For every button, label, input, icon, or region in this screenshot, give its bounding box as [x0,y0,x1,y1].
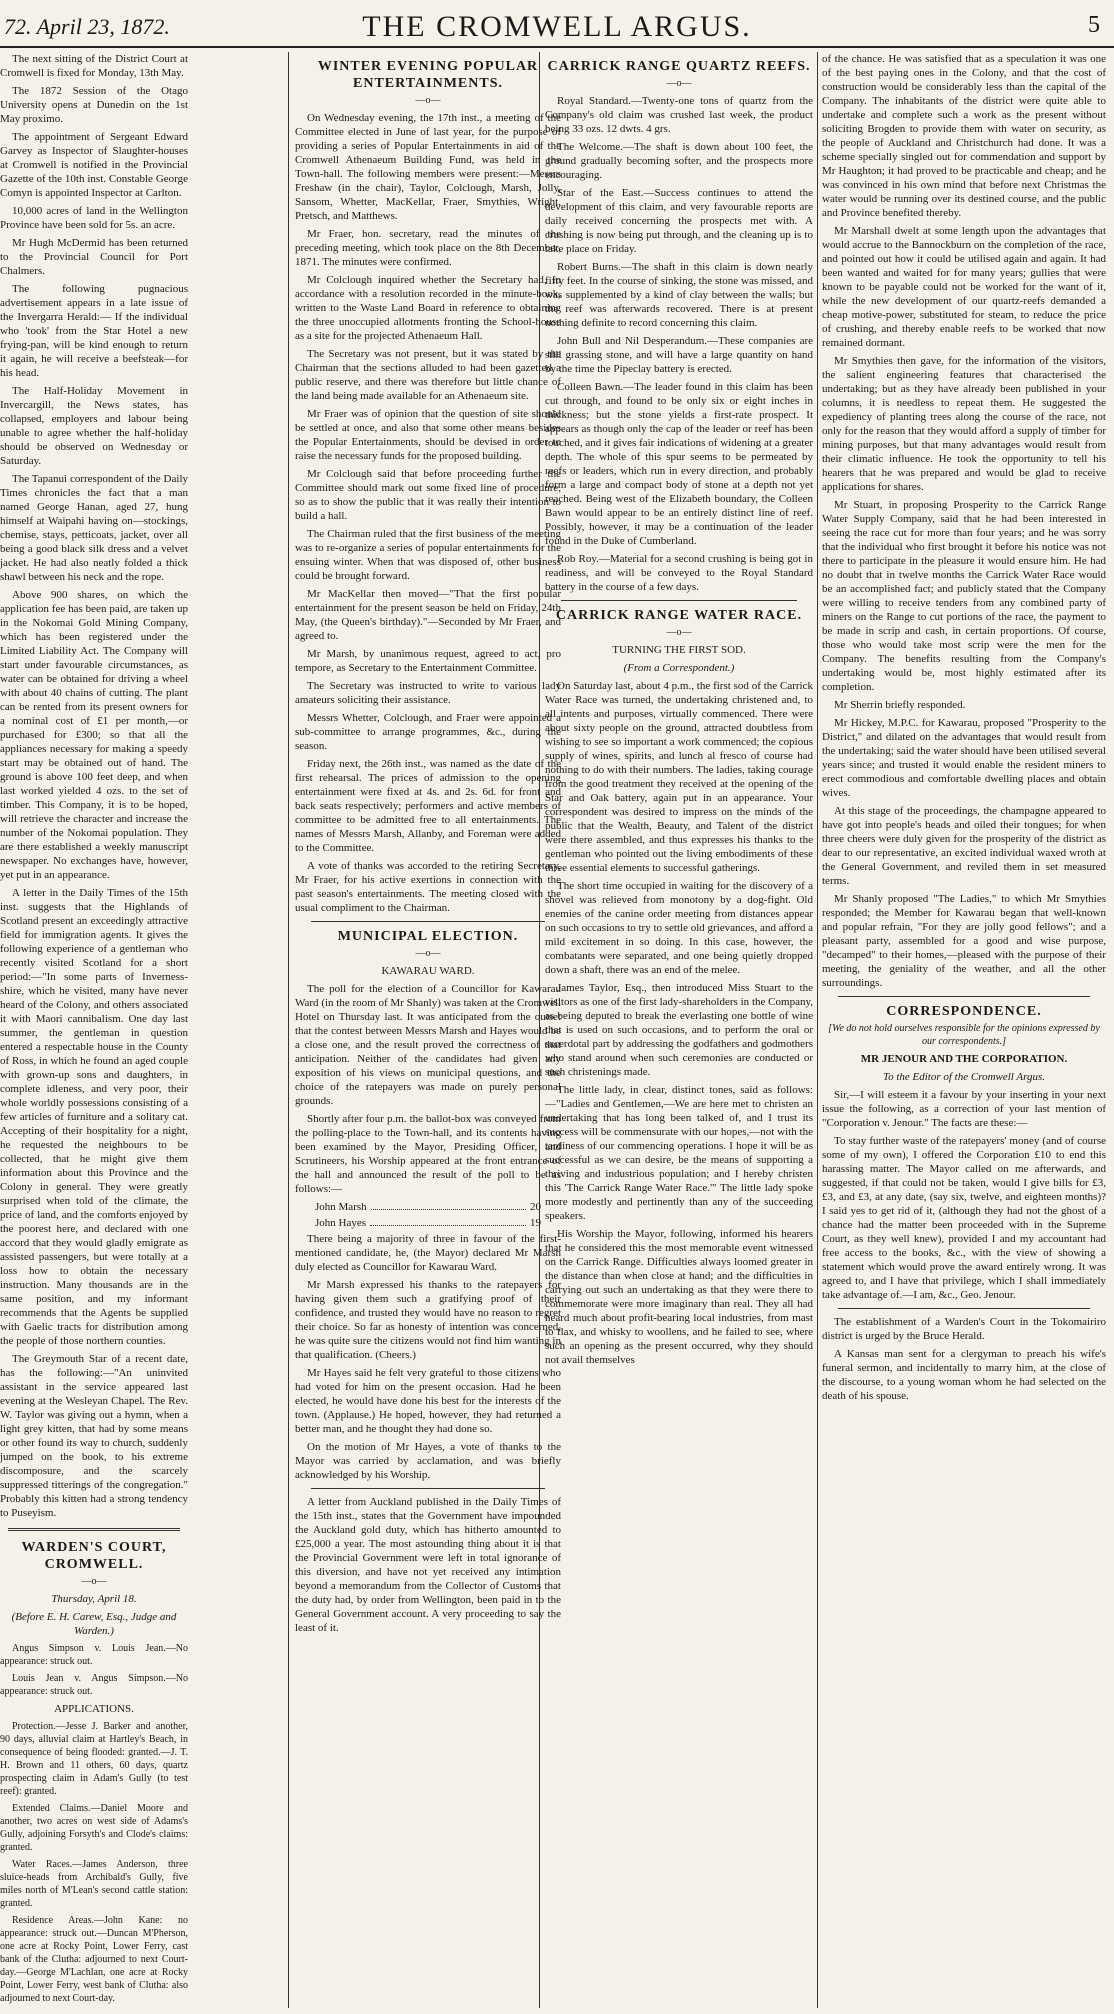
leader-dots [370,1216,526,1226]
news-paragraph: Mr Hickey, M.P.C. for Kawarau, proposed "Prosperity to the District," and dilated on the advantages that would result from the undertaking; said the water should have been utilised several years since; and trusted it would enable the resident miners to erect commodious and comfortable dwelling places and obtain wives. [822,717,1106,799]
news-paragraph: A Kansas man sent for a clergyman to preach his wife's funeral sermon, and incidentally to marry him, at the close of the discourse, to a young woman whom he had selected on the death of his spouse. [822,1348,1106,1402]
news-paragraph: The next sitting of the District Court at Cromwell is fixed for Monday, 13th May. [0,53,188,79]
ornament: —o— [666,78,692,89]
news-paragraph: Mr Fraer, hon. secretary, read the minutes of the preceding meeting, which took place on the 8th December, 1871. The minutes were confirmed. [295,228,561,268]
column-1 [0,52,188,2008]
news-paragraph: The establishment of a Warden's Court in the Tokomairiro district is urged by the Bruce Herald. [822,1316,1106,1342]
news-paragraph: The Chairman ruled that the first business of the meeting was to re-organize a series of popular entertainments for the ensuing winter. When that was disposed of, other business could be brought forward. [295,528,561,582]
section-divider [838,1308,1090,1309]
news-paragraph: The Tapanui correspondent of the Daily Times chronicles the fact that a man named George Hanan, aged 27, hung himself at Waipahi having on—stockings, chemise, stays, petticoats, jacket, over all being a good black silk dress and a velvet jacket. He had also neatly folded a thick shawl between his neck and the rope. [0,473,188,583]
news-paragraph: Mr Colclough inquired whether the Secretary had, in accordance with a resolution recorded in the minute-book, written to the Waste Land Board in reference to obtaining the three unoccupied allotments fronting the School-house as a site for the projected Athenaeum Hall. [295,274,561,342]
news-paragraph: The Half-Holiday Movement in Invercargill, the News states, has collapsed, employers and labour being unable to agree whether the half-holiday should be observed on Wednesday or Saturday. [0,385,188,467]
news-paragraph: On Saturday last, about 4 p.m., the first sod of the Carrick Water Race was turned, the undertaking christened and, to all intents and purposes, virtually commenced. There were about sixty people on the ground, attracted doubtless from wishing to see so important a work commenced; the copious supply of wines, spirits, and lunch al fresco of course had nothing to do with their numbers. The ladies, taking courage from the good treatment they received at the opening of the Star and Oak battery, again put in an appearance. Your correspondent was desired to impress on the minds of the public that the Wealth, Beauty, and Talent of the district were there assembled, and thus expresses his thanks to the gentleman who pointed out the living embodiments of these three essential elements to successful gatherings. [545,680,813,874]
news-paragraph: A letter from Auckland published in the Daily Times of the 15th inst., states that the Government have impounded the Auckland gold duty, which has hitherto amounted to £25,000 a year. The most astounding thing about it is that the Provincial Government were left in total ignorance of this diversion, and have not yet received any intimation beyond a memorandum from the Collector of Customs that the duty had, by order from Wellington, been paid in to the General Government account. A very proceeding to say the least of it. [295,1496,561,1634]
letter-paragraph: To stay further waste of the ratepayers' money (and of course some of my own), I offered the Corporation £10 to end this harassing matter. The Mayor called on me afterwards, and suggested, if that could not be taken, would I give bills for £3, £3, and £3, at any date, (say six, twelve, and eighteen months)? I said yes to get rid of it, (although they had not the ghost of a chance had the matter been proceeded with in the Supreme Court, as they well knew), provided I and my accountant had free access to the books, &c., with the view of showing a statement which would prove the award entirely wrong. It was agreed to, and I have that privilege, which I shall immediately take advantage of.—I am, &c., Geo. Jenour. [822,1135,1106,1301]
news-paragraph: At this stage of the proceedings, the champagne appeared to have got into people's heads and oiled their tongues; for when three cheers were duly given for the prosperity of the district as dear to our representative, an excited individual waxed wroth at the General Government, and reviled them in set measured terms. [822,805,1106,887]
applications-heading: APPLICATIONS. [54,1703,134,1715]
news-paragraph: The Secretary was not present, but it was stated by the Chairman that the sections alluded to had been gazetted a public reserve, and there was therefore but little chance of the land being made available for an Athenaeum site. [295,348,561,402]
news-paragraph: The short time occupied in waiting for the discovery of a shovel was relieved from monotony by a dog-fight. Old enemies of the canine order meeting from distances appear on such occasions to try to settle old grievances, and afford a mild excitement in so doing. In this case, however, the combatants were separated, and one being quietly dropped down a shaft, there was an end of the melee. [545,880,813,976]
poll-result-row [295,1216,561,1230]
water-race-heading: CARRICK RANGE WATER RACE. [555,608,803,623]
quartz-reefs-heading: CARRICK RANGE QUARTZ REEFS. [547,59,811,74]
newspaper-title: THE CROMWELL ARGUS. [362,10,752,43]
candidate-votes: 19 [530,1217,541,1229]
news-paragraph: Messrs Whetter, Colclough, and Fraer were appointed a sub-committee to arrange programmes, &c., during the season. [295,712,561,752]
wardens-court-heading: WARDEN'S COURT, CROMWELL. [21,1540,167,1572]
candidate-name: John Marsh [315,1201,367,1213]
correspondent-note: (From a Correspondent.) [623,662,735,674]
news-paragraph: John Bull and Nil Desperandum.—These companies are still grassing stone, and will have a large quantity on hand by the time the Pipeclay battery is erected. [545,335,813,375]
news-paragraph: The appointment of Sergeant Edward Garvey as Inspector of Slaughter-houses at Cromwell is notified in the Provincial Gazette of the 10th inst. Constable George Comyn is appointed Inspector at Carlton. [0,131,188,199]
news-paragraph: On the motion of Mr Hayes, a vote of thanks to the Mayor was carried by acclamation, and was briefly acknowledged by his Worship. [295,1441,561,1481]
masthead [0,0,1114,48]
news-paragraph: Mr Hugh McDermid has been returned to the Provincial Council for Port Chalmers. [0,237,188,277]
news-paragraph: Shortly after four p.m. the ballot-box was conveyed from the polling-place to the Town-hall, and its contents having been examined by the Mayor, Presiding Officer, and Scrutineers, his Worship appeared at the front entrance of the hall and announced the result of the poll to be as follows:— [295,1113,561,1195]
candidate-name: John Hayes [315,1217,367,1229]
news-paragraph: Mr Marshall dwelt at some length upon the advantages that would accrue to the Bannockburn on the completion of the race, and pointed out how it could be utilised again and again. It had been wanted and waited for for many years; gullies that were known to be payable could not be worked for the want of it, while the new development of our quartz-reefs demanded a cheap motive-power, substituted for steam, to reduce the price of crushing, and thereby enable reefs to be worked that now remained dormant. [822,225,1106,349]
column-4 [822,52,1106,2008]
wardens-court-before: (Before E. H. Carew, Esq., Judge and Warden.) [11,1611,177,1637]
correspondence-disclaimer: [We do not hold ourselves responsible for the opinions expressed by our correspondents.] [828,1023,1100,1047]
court-application: Extended Claims.—Daniel Moore and another, two acres on west side of Adams's Gully, adjoining Forsyth's and Clode's claims: granted. [0,1803,188,1853]
wardens-court-date: Thursday, April 18. [51,1593,137,1605]
ornament: —o— [666,627,692,638]
section-divider [561,600,797,601]
news-paragraph: Mr Sherrin briefly responded. [834,699,966,711]
court-application: Residence Areas.—John Kane: no appearance: struck out.—Duncan M'Pherson, one acre at Rocky Point, Lower Ferry, cast bank of the Clutha: adjourned to next Court-day.—George M'Lachlan, one acre at Rocky Point, Lower Ferry, west bank of Clutha: also adjourned to next Court-day. [0,1915,188,2004]
news-paragraph: A letter in the Daily Times of the 15th inst. suggests that the Highlands of Scotland present an exceedingly attractive field for immigration agents. It gives the following experience of a gentleman who recently visited Scotland for a short period:—"In some parts of Inverness-shire, which he visited, many have never heard of the Colony, and others associated it with Maori cannibalism. One day last summer, the gentleman in question entered a respectable house in the County of Ross, in which he found an aged couple with grown-up sons and daughters, in complete idleness, and very poor, their whole worldly possessions consisting of a few articles of furniture and a solitary cat. Accepting of their hospitality for a night, he requested the neighbours to be collected, that he might give them information about this Province and the Colony in general. They were greatly surprised when told of the climate, the price of land, and the comforts enjoyed by the poorest here, and declared with one accord that they would gladly emigrate as assisted passengers, but were totally at a loss how to obtain the necessary instruction. Many thousands are in the same position, and my informant recommends that the Agents be supplied with Gaelic tracts for distribution among the people of those northern counties. [0,887,188,1347]
news-paragraph: Robert Burns.—The shaft in this claim is down nearly fifty feet. In the course of sinking, the stone was missed, and was supplemented by a kind of clay between the walls; but the reef was afterwards recovered. There is at present nothing definite to record concerning this claim. [545,261,813,329]
news-paragraph: The following pugnacious advertisement appears in a late issue of the Invergarra Herald:— If the individual who 'took' from the Star Hotel a new frying-pan, will be kind enough to return it again, he will receive a beefsteak—for his head. [0,283,188,379]
court-case: Louis Jean v. Angus Simpson.—No appearance: struck out. [0,1673,188,1697]
news-paragraph: Mr Marsh, by unanimous request, agreed to act, pro tempore, as Secretary to the Entertainment Committee. [295,648,561,674]
column-3 [545,52,813,2008]
news-paragraph: Mr Hayes said he felt very grateful to those citizens who had voted for him on the present occasion. Had he been elected, he would have done his best for the interests of the town. (Applause.) He hoped, however, they had returned a better man, and he thought they had done so. [295,1367,561,1435]
section-divider [838,996,1090,997]
column-rule [288,52,289,2008]
news-paragraph: Mr Smythies then gave, for the information of the visitors, the salient engineering features that characterised the undertaking; but as they have already been published in your columns, it is needless to repeat them. He suggested the expediency of planting trees along the course of the race, not only for the reason that they would afford a supply of timber for mining purposes, but that many advantages would result from their climatic influence. He took the opportunity to tell his hearers that he was prepared and would be glad to receive applications for shares. [822,355,1106,493]
candidate-votes: 20 [530,1201,541,1213]
issue-date: 72. April 23, 1872. [4,14,170,39]
news-paragraph: Mr Marsh expressed his thanks to the ratepayers for having given them such a gratifying proof of their confidence, and trusted they would have no reason to regret their choice. So far as honesty of intention was concerned, he was quite sure the citizens would not find him wanting in that qualification. (Cheers.) [295,1279,561,1361]
news-paragraph: A vote of thanks was accorded to the retiring Secretary, Mr Fraer, for his active exertions in connection with the past season's entertainments. The meeting closed with the usual compliment to the Chairman. [295,860,561,914]
news-paragraph: of the chance. He was satisfied that as a speculation it was one of the best paying ones in the Colony, and that the cost of construction would be considerably less than the capital of the Company. The inhabitants of the district were quite able to undertake and complete such a work as the present without soliciting Brogden to provide them with water on security, as the people of Auckland and Christchurch had done. It was a scheme specially singled out for commendation and support by Mr Haughton; it had proved to be practicable and cheap; and he was convinced in his own mind that before next Christmas the water would be running over its destined course, and the public and Province benefited thereby. [822,53,1106,219]
news-paragraph: Mr Stuart, in proposing Prosperity to the Carrick Range Water Supply Company, said that he had been interested in seeing the race cut for more than four years; and he was sorry that the individual who first brought it before his notice was not there to participate in the pleasure it would ensure him. He had no doubt that in twelve months the Carrick Water Race would be an accomplished fact; and publicly stated that the Company were willing to receive tenders from any combined party of miners on the Range to cut portions of the race, the payment to be made in scrip and cash, in certain proportions. Of course, those who would take most scrip were the men for the Company. The benefits resulting from the Company's undertaking would be, most highly estimated after its completion. [822,499,1106,693]
letter-salutation: To the Editor of the Cromwell Argus. [882,1071,1046,1083]
news-paragraph: Star of the East.—Success continues to attend the development of this claim, and very favourable reports are daily received concerning the prospects met with. A crushing is now being put through, and the cleaning up is to take place on Friday. [545,187,813,255]
news-paragraph: Mr Fraer was of opinion that the question of site should be settled at once, and also that some other means besides the Popular Entertainments, should be devised in order to raise the necessary funds for the proposed building. [295,408,561,462]
news-paragraph: The Welcome.—The shaft is down about 100 feet, the ground gradually becoming softer, and the prospects more encouraging. [545,141,813,181]
court-application: Protection.—Jesse J. Barker and another, 90 days, alluvial claim at Hartley's Beach, in consequence of being flooded: granted.—J. T. H. Brown and 11 others, 60 days, quartz prospecting claim in Adam's Gully (to test reef): granted. [0,1721,188,1797]
municipal-election-heading: MUNICIPAL ELECTION. [337,929,519,944]
letter-paragraph: Sir,—I will esteem it a favour by your inserting in your next issue the following, as a correction of your last mention of "Corporation v. Jenour." The facts are these:— [822,1089,1106,1129]
news-paragraph: The 1872 Session of the Otago University opens at Dunedin on the 1st May proximo. [0,85,188,125]
news-paragraph: Rob Roy.—Material for a second crushing is being got in readiness, and will be conveyed to the Royal Standard battery in the course of a few days. [545,553,813,593]
news-paragraph: There being a majority of three in favour of the first-mentioned candidate, he, (the Mayor) declared Mr Marsh duly elected as Councillor for Kawarau Ward. [295,1233,561,1273]
water-race-subheading: TURNING THE FIRST SOD. [612,644,746,656]
news-paragraph: Above 900 shares, on which the application fee has been paid, are taken up in the Nokomai Gold Mining Company, which has been registered under the Limited Liability Act. The Company will start under favourable circumstances, as water can be obtained for driving a wheel with about 40 chains of cutting. The plant can be rented from its present owners for a nominal cost of £1 per month,—or purchased for £300; so that all the appliances necessary for making a speedy start may be obtained out of hand. The ground is above 100 feet deep, and when last worked yielded 4 ozs. to the set of timber. This Company, it is to be hoped, will retrieve the character and increase the number of the Nokomai population. They are there established a weekly manuscript newspaper. No exchanges have, however, yet put in an appearance. [0,589,188,881]
section-divider [8,1528,180,1531]
news-paragraph: Mr Shanly proposed "The Ladies," to which Mr Smythies responded; the Member for Kawarau began that well-known and popular refrain, "For they are jolly good fellows"; and a pleasant party, assembled for a good and wise purpose, "decamped" to their homes,—pleased with the purpose of their meeting, the geniality of the weather, and all the other surroundings. [822,893,1106,989]
ornament: —o— [415,948,441,959]
letter-heading: MR JENOUR AND THE CORPORATION. [860,1053,1068,1065]
news-paragraph: Royal Standard.—Twenty-one tons of quartz from the Company's old claim was crushed last week, the product being 33 ozs. 12 dwts. 4 grs. [545,95,813,135]
column-rule [817,52,818,2008]
news-paragraph: James Taylor, Esq., then introduced Miss Stuart to the visitors as one of the first lady-shareholders in the Company, as being deputed to break the everlasting one bottle of wine that is used on such occasions, and to perform the oral or sacerdotal part by addressing the godfathers and godmothers who stand around when such ceremonies are conducted or such christenings made. [545,982,813,1078]
news-paragraph: The poll for the election of a Councillor for Kawarau Ward (in the room of Mr Shanly) was taken at the Cromwell Hotel on Thursday last. It was anticipated from the outset that the contest between Messrs Marsh and Hayes would be a close one, and the result proved the correctness of that anticipation. Neither of the candidates had given any exposition of his views on municipal questions, and the choice of the ratepayers was made on purely personal grounds. [295,983,561,1107]
news-paragraph: On Wednesday evening, the 17th inst., a meeting of the Committee elected in June of last year, for the purpose of providing a series of Popular Entertainments in aid of the Cromwell Athenaeum Building Fund, was held in the Town-hall. The following members were present:—Messrs Freshaw (in the chair), Taylor, Colclough, Marsh, Jolly, Sansom, Whetter, MacKellar, Fraer, Smythies, Wright, Pretsch, and Matthews. [295,112,561,222]
news-paragraph: His Worship the Mayor, following, informed his hearers that he considered this the most memorable event witnessed on the Carrick Range. Difficulties always loomed greater in the distance than when close at hand; and the difficulties in carrying out such an undertaking as that they were there to commemorate were more imaginary than real. They all had heard much about profit-bearing local industries, from mast to flax, and whisky to woollens, and he failed to see, where such an opening as the present occurred, why they should not avail themselves [545,1228,813,1366]
leader-dots [371,1200,526,1210]
ward-name: KAWARAU WARD. [381,965,475,977]
poll-result-row [295,1200,561,1214]
news-paragraph: The Secretary was instructed to write to various lady amateurs soliciting their assistance. [295,680,561,706]
news-paragraph: Friday next, the 26th inst., was named as the date of the first rehearsal. The prices of admission to the opening entertainment were fixed at 4s. and 2s. 6d. for front and back seats respectively; performers and active members of committee to be admitted free to all entertainments. The names of Messrs Marsh, Allanby, and Foreman were added to the Committee. [295,758,561,854]
news-paragraph: The little lady, in clear, distinct tones, said as follows:—"Ladies and Gentlemen,—We are here met to christen an undertaking that has long been talked of, and I trust its success will be commensurate with our hopes,—not with the tardiness of our commencing operations. I hope it will be as successful as we can desire, be the means of supporting a thriving and industrious population; and I hereby christen this 'The Carrick Range Water Race.'" The little lady spoke more modestly and pertinently than any of the succeeding speakers. [545,1084,813,1222]
news-paragraph: Colleen Bawn.—The leader found in this claim has been cut through, and found to be only six or eight inches in thickness; but the stone yields a first-rate prospect. It appears as though only the cap of the leader or reef has been touched, and it gives fair indications of widening at a greater depth. The whole of this spur seems to be permeated by reefs or leaders, which run in every direction, and probably form a large and compact body of stone at a depth not yet reached. Being west of the Elizabeth boundary, the Colleen Bawn would appear to be an entirely distinct line of reef. Possibly, however, it may be a continuation of the leader found in the Duke of Cumberland. [545,381,813,547]
news-paragraph: Mr MacKellar then moved—"That the first popular entertainment for the present season be held on Friday, 24th May, (the Queen's birthday)."—Seconded by Mr Fraer, and agreed to. [295,588,561,642]
news-paragraph: Mr Colclough said that before proceeding further the Committee should mark out some fixed line of procedure, so as to show the public that it was really their intention to build a hall. [295,468,561,522]
column-2 [295,52,561,2008]
news-paragraph: The Greymouth Star of a recent date, has the following:—"An uninvited assistant in the service appeared last evening at the Wesleyan Chapel. The Rev. W. Taylor was giving out a hymn, when a light grey kitten, that had by some means or other found its way to church, suddenly jumped on the book, to his extreme discomposure, and the scarcely suppressed titterings of the congregation." Probably this kitten had a strong tendency to Puseyism. [0,1353,188,1519]
news-paragraph: 10,000 acres of land in the Wellington Province have been sold for 5s. an acre. [0,205,188,231]
section-divider [311,1488,545,1489]
correspondence-heading: CORRESPONDENCE. [886,1004,1042,1019]
ornament: —o— [415,95,441,106]
entertainments-heading: WINTER EVENING POPULAR ENTERTAINMENTS. [317,59,539,91]
court-case: Angus Simpson v. Louis Jean.—No appearance: struck out. [0,1643,188,1667]
page-number: 5 [1088,12,1100,38]
section-divider [311,921,545,922]
court-application: Water Races.—James Anderson, three sluice-heads from Archibald's Gully, five miles north of M'Lean's second cattle station: granted. [0,1859,188,1909]
ornament: —o— [81,1576,107,1587]
